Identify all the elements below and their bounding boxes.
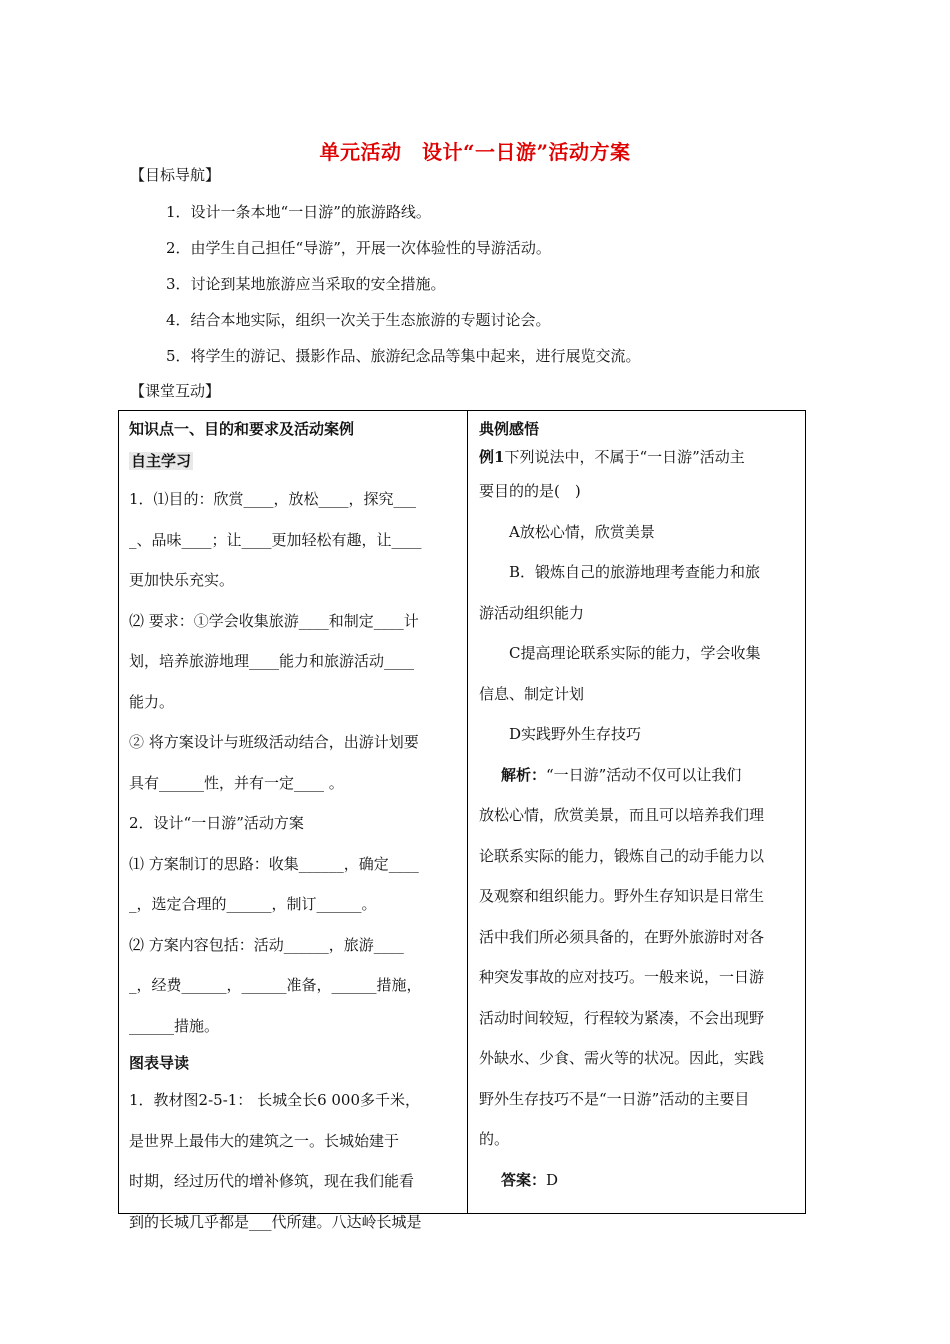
chart-reading-heading: 图表导读 [129, 1054, 190, 1072]
study-line: 1．⑴目的：欣赏____，放松____，探究___ [129, 490, 417, 508]
example-line: 下列说法中，不属于“一日游”活动主 [504, 448, 745, 466]
analysis-line: 外缺水、少食、需火等的状况。因此，实践 [479, 1049, 765, 1067]
interaction-heading: 【课堂互动】 [130, 382, 221, 400]
analysis-line: 种突发事故的应对技巧。一般来说，一日游 [479, 968, 765, 986]
study-line: 更加快乐充实。 [129, 571, 235, 589]
study-line: ② 将方案设计与班级活动结合，出游计划要 [129, 733, 419, 751]
analysis-line: 放松心情，欣赏美景，而且可以培养我们理 [479, 806, 765, 824]
study-line: _，经费______，______准备，______措施， [129, 976, 422, 994]
analysis-line: 活动时间较短，行程较为紧凑，不会出现野 [479, 1008, 765, 1027]
example-label: 例1 [479, 448, 505, 466]
analysis-line: 论联系实际的能力，锻炼自己的动手能力以 [479, 846, 765, 865]
option-line: D实践野外生存技巧 [509, 725, 642, 743]
goal-item: 1．设计一条本地“一日游”的旅游路线。 [166, 203, 431, 221]
chart-line: 时期，经过历代的增补修筑，现在我们能看 [129, 1172, 415, 1190]
study-line: ⑵ 要求：①学会收集旅游____和制定____计 [129, 611, 419, 630]
study-line: _、品味____；让____更加轻松有趣，让____ [129, 530, 422, 549]
column-divider [467, 411, 468, 1213]
page-title: 单元活动 设计“一日游”活动方案 [319, 140, 631, 164]
study-line: ⑵ 方案内容包括：活动______，旅游____ [129, 935, 404, 954]
goal-item: 5．将学生的游记、摄影作品、旅游纪念品等集中起来，进行展览交流。 [166, 347, 641, 365]
chart-line: 是世界上最伟大的建筑之一。长城始建于 [129, 1131, 400, 1150]
study-line: _，选定合理的______，制订______。 [129, 895, 377, 913]
option-line: C提高理论联系实际的能力，学会收集 [509, 644, 761, 662]
example-heading: 典例感悟 [479, 420, 540, 438]
option-line: B．锻炼自己的旅游地理考查能力和旅 [509, 563, 761, 581]
chart-line: 到的长城几乎都是___代所建。八达岭长城是 [129, 1212, 422, 1231]
analysis-line: “一日游”活动不仅可以让我们 [546, 765, 742, 784]
goal-list [166, 198, 641, 378]
chart-line: 1．教材图2-5-1： 长城全长6 000多千米， [129, 1091, 421, 1109]
study-line: ⑴ 方案制订的思路：收集______，确定____ [129, 854, 419, 873]
self-study-heading: 自主学习 [131, 452, 192, 470]
goal-item: 3．讨论到某地旅游应当采取的安全措施。 [166, 275, 446, 293]
analysis-line: 的。 [479, 1130, 510, 1148]
option-line: 游活动组织能力 [479, 603, 585, 622]
knowledge-heading: 知识点一、目的和要求及活动案例 [129, 420, 355, 438]
content-table [118, 410, 806, 1231]
study-line: 能力。 [129, 692, 175, 711]
goal-item: 4．结合本地实际，组织一次关于生态旅游的专题讨论会。 [166, 311, 551, 329]
answer-label: 答案： [501, 1170, 547, 1189]
analysis-label: 解析： [501, 765, 547, 784]
goal-heading: 【目标导航】 [130, 166, 221, 184]
study-line: ______措施。 [129, 1016, 220, 1035]
left-column [129, 415, 463, 1242]
analysis-line: 活中我们所必须具备的，在野外旅游时对各 [479, 927, 765, 946]
study-line: 2．设计“一日游”活动方案 [129, 814, 304, 832]
analysis-line: 及观察和组织能力。野外生存知识是日常生 [479, 887, 765, 905]
option-line: 信息、制定计划 [479, 684, 585, 703]
answer-value: D [546, 1170, 559, 1189]
goal-item: 2．由学生自己担任“导游”，开展一次体验性的导游活动。 [166, 239, 551, 257]
right-column [479, 415, 799, 1200]
option-line: A放松心情，欣赏美景 [509, 522, 655, 541]
example-line: 要目的的是( ) [479, 482, 581, 500]
analysis-line: 野外生存技巧不是“一日游”活动的主要目 [479, 1089, 750, 1108]
study-line: 划，培养旅游地理____能力和旅游活动____ [129, 652, 415, 670]
study-line: 具有______性，并有一定____ 。 [129, 773, 344, 792]
